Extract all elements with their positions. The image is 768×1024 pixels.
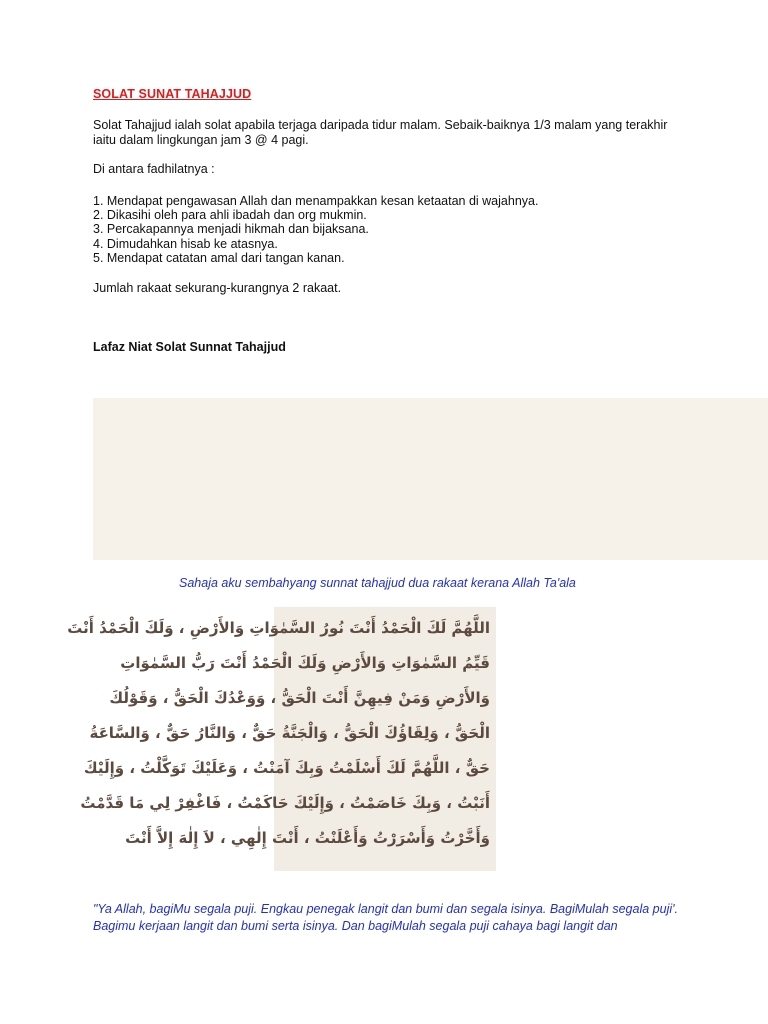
list-item: 3. Percakapannya menjadi hikmah dan bijaksana. <box>93 222 369 237</box>
dua-line: اللَّهُمَّ لَكَ الْحَمْدُ أَنْتَ نُورُ السَّمٰوَاتِ وَالأَرْضِ ، وَلَكَ الْحَمْدُ أَنْتَ <box>67 619 490 637</box>
list-item: 1. Mendapat pengawasan Allah dan menampakkan kesan ketaatan di wajahnya. <box>93 194 539 208</box>
dua-meaning: "Ya Allah, bagiMu segala puji. Engkau penegak langit dan bumi dan segala isinya. BagiMulah segala puji'. Bagimu kerjaan langit dan bumi serta isinya. Dan bagiMulah segala puji cahaya bagi langit dan <box>93 902 678 933</box>
niat-translation: Sahaja aku sembahyang sunnat tahajjud dua rakaat kerana Allah Ta'ala <box>179 576 576 590</box>
dua-line: وَالأَرْضِ وَمَنْ فِيهِنَّ أَنْتَ الْحَقُّ ، وَوَعْدُكَ الْحَقُّ ، وَقَوْلُكَ <box>109 689 490 707</box>
dua-line: حَقٌّ ، اللَّهُمَّ لَكَ أَسْلَمْتُ وَبِكَ آمَنْتُ ، وَعَلَيْكَ تَوَكَّلْتُ ، وَإِلَيْكَ <box>83 759 490 777</box>
dua-line: قَيِّمُ السَّمٰوَاتِ وَالأَرْضِ وَلَكَ الْحَمْدُ أَنْتَ رَبُّ السَّمٰوَاتِ <box>120 654 490 672</box>
list-item: 2. Dikasihi oleh para ahli ibadah dan org mukmin. <box>93 208 367 223</box>
dua-calligraphy-image <box>67 607 496 871</box>
virtues-list <box>93 194 538 265</box>
dua-line: وَأَخَّرْتُ وَأَسْرَرْتُ وَأَعْلَنْتُ ، أَنْتَ إِلٰهِي ، لاَ إِلٰهَ إِلاَّ أَنْتَ <box>125 829 490 847</box>
niat-calligraphy-image <box>93 398 768 560</box>
dua-line: الْحَقُّ ، وَلِقَاؤُكَ الْحَقُّ ، وَالْجَنَّةُ حَقٌّ ، وَالنَّارُ حَقٌّ ، وَالسَّاعَةُ <box>89 724 490 742</box>
intro-paragraph: Solat Tahajjud ialah solat apabila terjaga daripada tidur malam. Sebaik-baiknya 1/3 malam yang terakhir iaitu dalam lingkungan jam 3 @ 4 pagi. <box>93 118 668 147</box>
list-item: 5. Mendapat catatan amal dari tangan kanan. <box>93 250 345 265</box>
list-item: 4. Dimudahkan hisab ke atasnya. <box>93 236 278 251</box>
niat-heading: Lafaz Niat Solat Sunnat Tahajjud <box>93 340 286 354</box>
virtues-heading: Di antara fadhilatnya : <box>93 162 215 176</box>
page-title: SOLAT SUNAT TAHAJJUD <box>93 87 252 101</box>
dua-line: أَنَبْتُ ، وَبِكَ خَاصَمْتُ ، وَإِلَيْكَ حَاكَمْتُ ، فَاغْفِرْ لِي مَا قَدَّمْتُ <box>80 794 490 812</box>
rakaat-note: Jumlah rakaat sekurang-kurangnya 2 rakaat. <box>93 281 342 295</box>
